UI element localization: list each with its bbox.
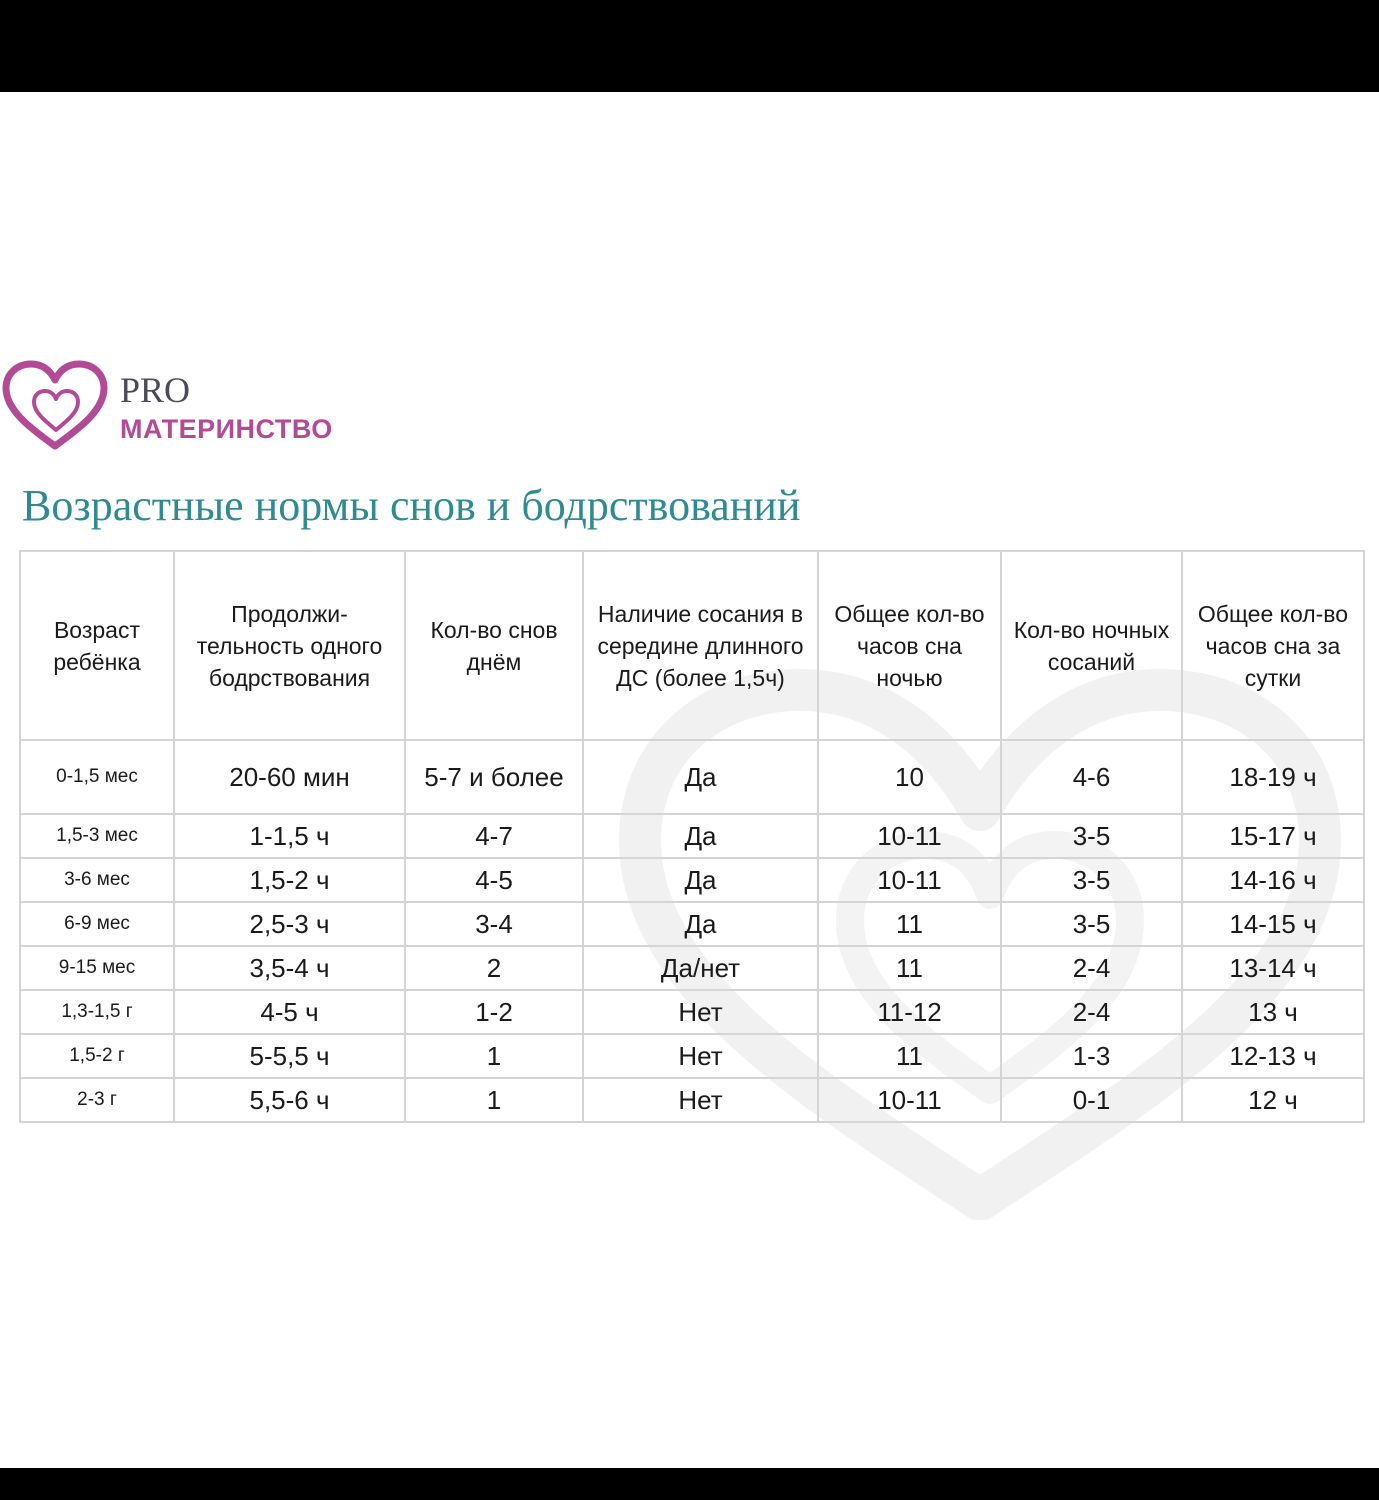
cell-age: 6-9 мес bbox=[20, 902, 174, 946]
cell-total-sleep: 12 ч bbox=[1182, 1078, 1364, 1122]
cell-night-sleep-hours: 11-12 bbox=[818, 990, 1001, 1034]
cell-age: 9-15 мес bbox=[20, 946, 174, 990]
header-night-feedings: Кол-во ночных сосаний bbox=[1001, 551, 1182, 740]
cell-age: 1,5-2 г bbox=[20, 1034, 174, 1078]
cell-day-naps: 1 bbox=[405, 1034, 583, 1078]
cell-feeding-mid-nap: Да bbox=[583, 858, 818, 902]
cell-night-sleep-hours: 11 bbox=[818, 902, 1001, 946]
cell-feeding-mid-nap: Да bbox=[583, 740, 818, 814]
sleep-norms-table bbox=[19, 550, 1365, 1123]
cell-night-sleep-hours: 11 bbox=[818, 1034, 1001, 1078]
cell-wake-duration: 3,5-4 ч bbox=[174, 946, 405, 990]
header-age: Возраст ребёнка bbox=[20, 551, 174, 740]
cell-night-feedings: 3-5 bbox=[1001, 814, 1182, 858]
cell-total-sleep: 18-19 ч bbox=[1182, 740, 1364, 814]
cell-feeding-mid-nap: Да bbox=[583, 814, 818, 858]
header-wake-duration: Продолжи-тельность одного бодрствования bbox=[174, 551, 405, 740]
cell-age: 1,3-1,5 г bbox=[20, 990, 174, 1034]
brand-logo bbox=[0, 360, 360, 460]
cell-feeding-mid-nap: Да bbox=[583, 902, 818, 946]
cell-night-sleep-hours: 10 bbox=[818, 740, 1001, 814]
bottom-black-bar bbox=[0, 1468, 1379, 1500]
cell-feeding-mid-nap: Нет bbox=[583, 1078, 818, 1122]
cell-night-feedings: 2-4 bbox=[1001, 990, 1182, 1034]
cell-age: 0-1,5 мес bbox=[20, 740, 174, 814]
cell-wake-duration: 1,5-2 ч bbox=[174, 858, 405, 902]
cell-day-naps: 4-7 bbox=[405, 814, 583, 858]
cell-day-naps: 1-2 bbox=[405, 990, 583, 1034]
cell-total-sleep: 14-16 ч bbox=[1182, 858, 1364, 902]
cell-night-feedings: 4-6 bbox=[1001, 740, 1182, 814]
cell-night-feedings: 3-5 bbox=[1001, 858, 1182, 902]
cell-night-feedings: 1-3 bbox=[1001, 1034, 1182, 1078]
cell-night-sleep-hours: 11 bbox=[818, 946, 1001, 990]
cell-feeding-mid-nap: Да/нет bbox=[583, 946, 818, 990]
header-night-sleep-hours: Общее кол-во часов сна ночью bbox=[818, 551, 1001, 740]
cell-day-naps: 4-5 bbox=[405, 858, 583, 902]
cell-feeding-mid-nap: Нет bbox=[583, 990, 818, 1034]
logo-brand-name: МАТЕРИНСТВО bbox=[120, 414, 333, 444]
cell-age: 2-3 г bbox=[20, 1078, 174, 1122]
table-row bbox=[20, 740, 1364, 814]
cell-night-feedings: 3-5 bbox=[1001, 902, 1182, 946]
cell-night-feedings: 0-1 bbox=[1001, 1078, 1182, 1122]
top-black-bar bbox=[0, 0, 1379, 92]
cell-total-sleep: 13 ч bbox=[1182, 990, 1364, 1034]
table-row bbox=[20, 814, 1364, 858]
cell-total-sleep: 14-15 ч bbox=[1182, 902, 1364, 946]
cell-age: 1,5-3 мес bbox=[20, 814, 174, 858]
logo-pro-text: PRO bbox=[120, 370, 191, 410]
cell-day-naps: 5-7 и более bbox=[405, 740, 583, 814]
cell-total-sleep: 13-14 ч bbox=[1182, 946, 1364, 990]
cell-night-sleep-hours: 10-11 bbox=[818, 814, 1001, 858]
heart-logo-icon bbox=[0, 360, 110, 452]
cell-day-naps: 2 bbox=[405, 946, 583, 990]
cell-wake-duration: 2,5-3 ч bbox=[174, 902, 405, 946]
cell-total-sleep: 15-17 ч bbox=[1182, 814, 1364, 858]
cell-day-naps: 1 bbox=[405, 1078, 583, 1122]
table-row bbox=[20, 858, 1364, 902]
table-row bbox=[20, 1078, 1364, 1122]
table-row bbox=[20, 902, 1364, 946]
header-feeding-mid-nap: Наличие сосания в середине длинного ДС (более 1,5ч) bbox=[583, 551, 818, 740]
cell-night-sleep-hours: 10-11 bbox=[818, 858, 1001, 902]
cell-day-naps: 3-4 bbox=[405, 902, 583, 946]
cell-feeding-mid-nap: Нет bbox=[583, 1034, 818, 1078]
cell-wake-duration: 4-5 ч bbox=[174, 990, 405, 1034]
table-header-row bbox=[20, 551, 1364, 740]
cell-wake-duration: 5-5,5 ч bbox=[174, 1034, 405, 1078]
cell-wake-duration: 5,5-6 ч bbox=[174, 1078, 405, 1122]
cell-total-sleep: 12-13 ч bbox=[1182, 1034, 1364, 1078]
page-title: Возрастные нормы снов и бодрствований bbox=[22, 481, 801, 530]
table-row bbox=[20, 946, 1364, 990]
cell-night-feedings: 2-4 bbox=[1001, 946, 1182, 990]
table-row bbox=[20, 990, 1364, 1034]
header-total-sleep: Общее кол-во часов сна за сутки bbox=[1182, 551, 1364, 740]
cell-night-sleep-hours: 10-11 bbox=[818, 1078, 1001, 1122]
cell-wake-duration: 20-60 мин bbox=[174, 740, 405, 814]
header-day-naps: Кол-во снов днём bbox=[405, 551, 583, 740]
cell-age: 3-6 мес bbox=[20, 858, 174, 902]
table-row bbox=[20, 1034, 1364, 1078]
cell-wake-duration: 1-1,5 ч bbox=[174, 814, 405, 858]
